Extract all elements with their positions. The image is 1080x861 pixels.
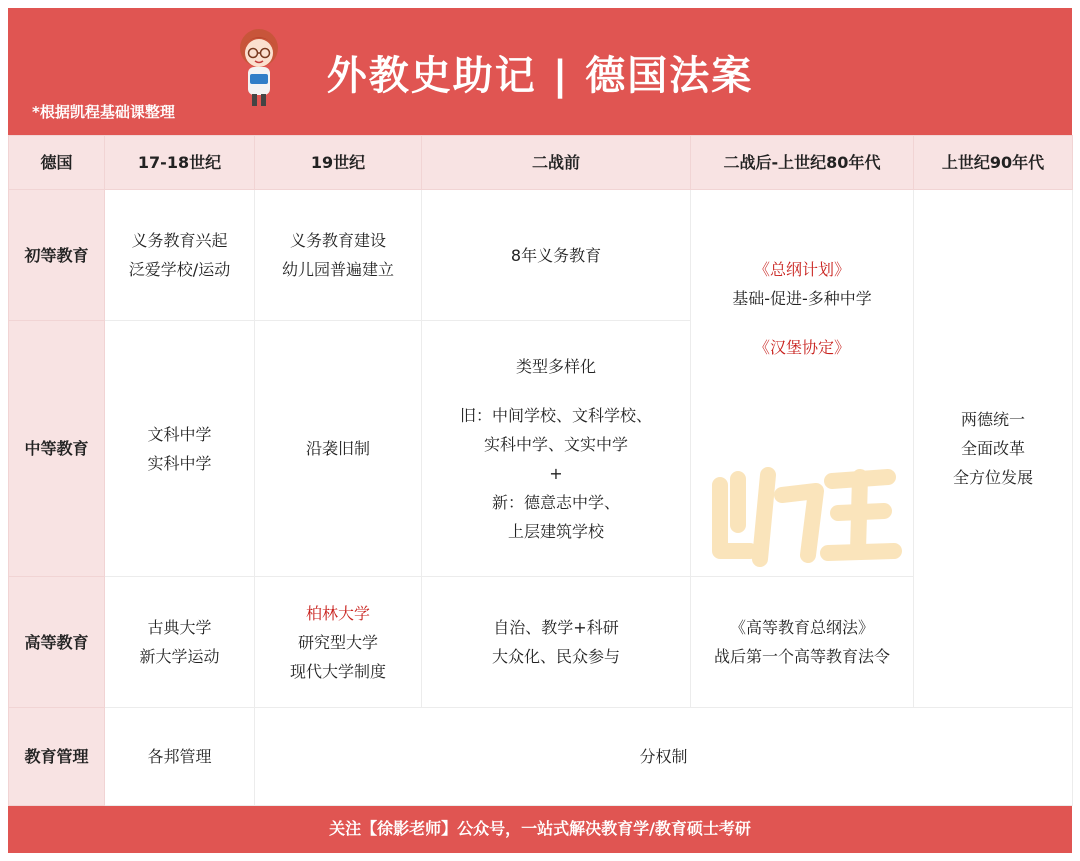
cell-secondary-17-18 [105,321,255,577]
source-note: *根据凯程基础课整理 [32,103,175,121]
page-title: 外教史助记 | 德国法案 [326,53,754,99]
cell-line: 全面改革 [960,439,1025,458]
cell-line: + [549,463,563,483]
cell-line: 义务教育建设 [289,231,386,250]
cell-line: 大众化、民众参与 [491,647,620,666]
cell-line: 实科中学 [147,453,212,473]
german-education-table [8,135,1073,806]
row-label-admin: 教育管理 [9,708,105,806]
cell-line: 8年义务教育 [510,245,602,265]
cell-90s-merged [914,190,1073,708]
cell-line: 《高等教育总纲法》 [729,618,874,637]
cell-line: 文科中学 [147,424,212,444]
table-row-admin [9,708,1073,806]
row-label-higher: 高等教育 [9,577,105,708]
cell-secondary-prewar [422,321,691,577]
cell-line: 泛爱学校/运动 [128,260,231,279]
cell-line: 战后第一个高等教育法令 [713,647,890,666]
footer-promo: 关注【徐影老师】公众号，一站式解决教育学/教育硕士考研 [329,819,751,838]
cell-line: 古典大学 [147,618,212,637]
cell-higher-prewar [422,577,691,708]
cell-line: 两德统一 [960,410,1025,429]
cell-higher-postwar [691,577,914,708]
column-header: 二战前 [422,136,691,190]
row-label-secondary: 中等教育 [9,321,105,577]
column-header: 上世纪90年代 [914,136,1073,190]
table-header-row [9,136,1073,190]
spacer [691,362,913,512]
cell-higher-17-18 [105,577,255,708]
cell-admin-rest: 分权制 [255,708,1073,806]
law-table [8,135,1072,805]
highlight-text: 柏林大学 [305,603,370,623]
cell-line: 新：德意志中学、 [491,492,620,512]
cell-admin-17-18: 各邦管理 [105,708,255,806]
cell-line: 上层建筑学校 [507,521,604,541]
cell-line: 全方位发展 [952,468,1033,487]
cell-line: 义务教育兴起 [131,231,228,250]
column-header: 19世纪 [255,136,422,190]
poster-frame [8,8,1072,853]
cell-line: 旧：中间学校、文科学校、 [459,405,652,425]
cell-postwar-merged [691,190,914,577]
cell-secondary-19 [255,321,422,577]
cell-higher-19 [255,577,422,708]
spacer [422,381,690,401]
cell-line: 类型多样化 [515,356,596,376]
cell-line: 自治、教学+科研 [493,618,619,637]
cell-line: 现代大学制度 [289,661,386,681]
cell-line: 沿袭旧制 [305,439,370,458]
table-row-higher [9,577,1073,708]
row-label-primary: 初等教育 [9,190,105,321]
cell-primary-17-18 [105,190,255,321]
cell-line: 研究型大学 [297,632,378,652]
act-title: 《汉堡协定》 [753,337,850,357]
table-row-primary [9,190,1073,321]
column-header: 17-18世纪 [105,136,255,190]
column-header: 二战后-上世纪80年代 [691,136,914,190]
cell-line: 实科中学、文实中学 [483,434,628,454]
cell-line: 新大学运动 [139,647,220,666]
header [8,8,1072,135]
column-header: 德国 [9,136,105,190]
cell-primary-prewar [422,190,691,321]
cell-line: 幼儿园普遍建立 [281,260,394,279]
act-title: 《总纲计划》 [753,259,850,279]
spacer [691,313,913,333]
cell-primary-19 [255,190,422,321]
cell-line: 基础-促进-多种中学 [732,288,872,308]
